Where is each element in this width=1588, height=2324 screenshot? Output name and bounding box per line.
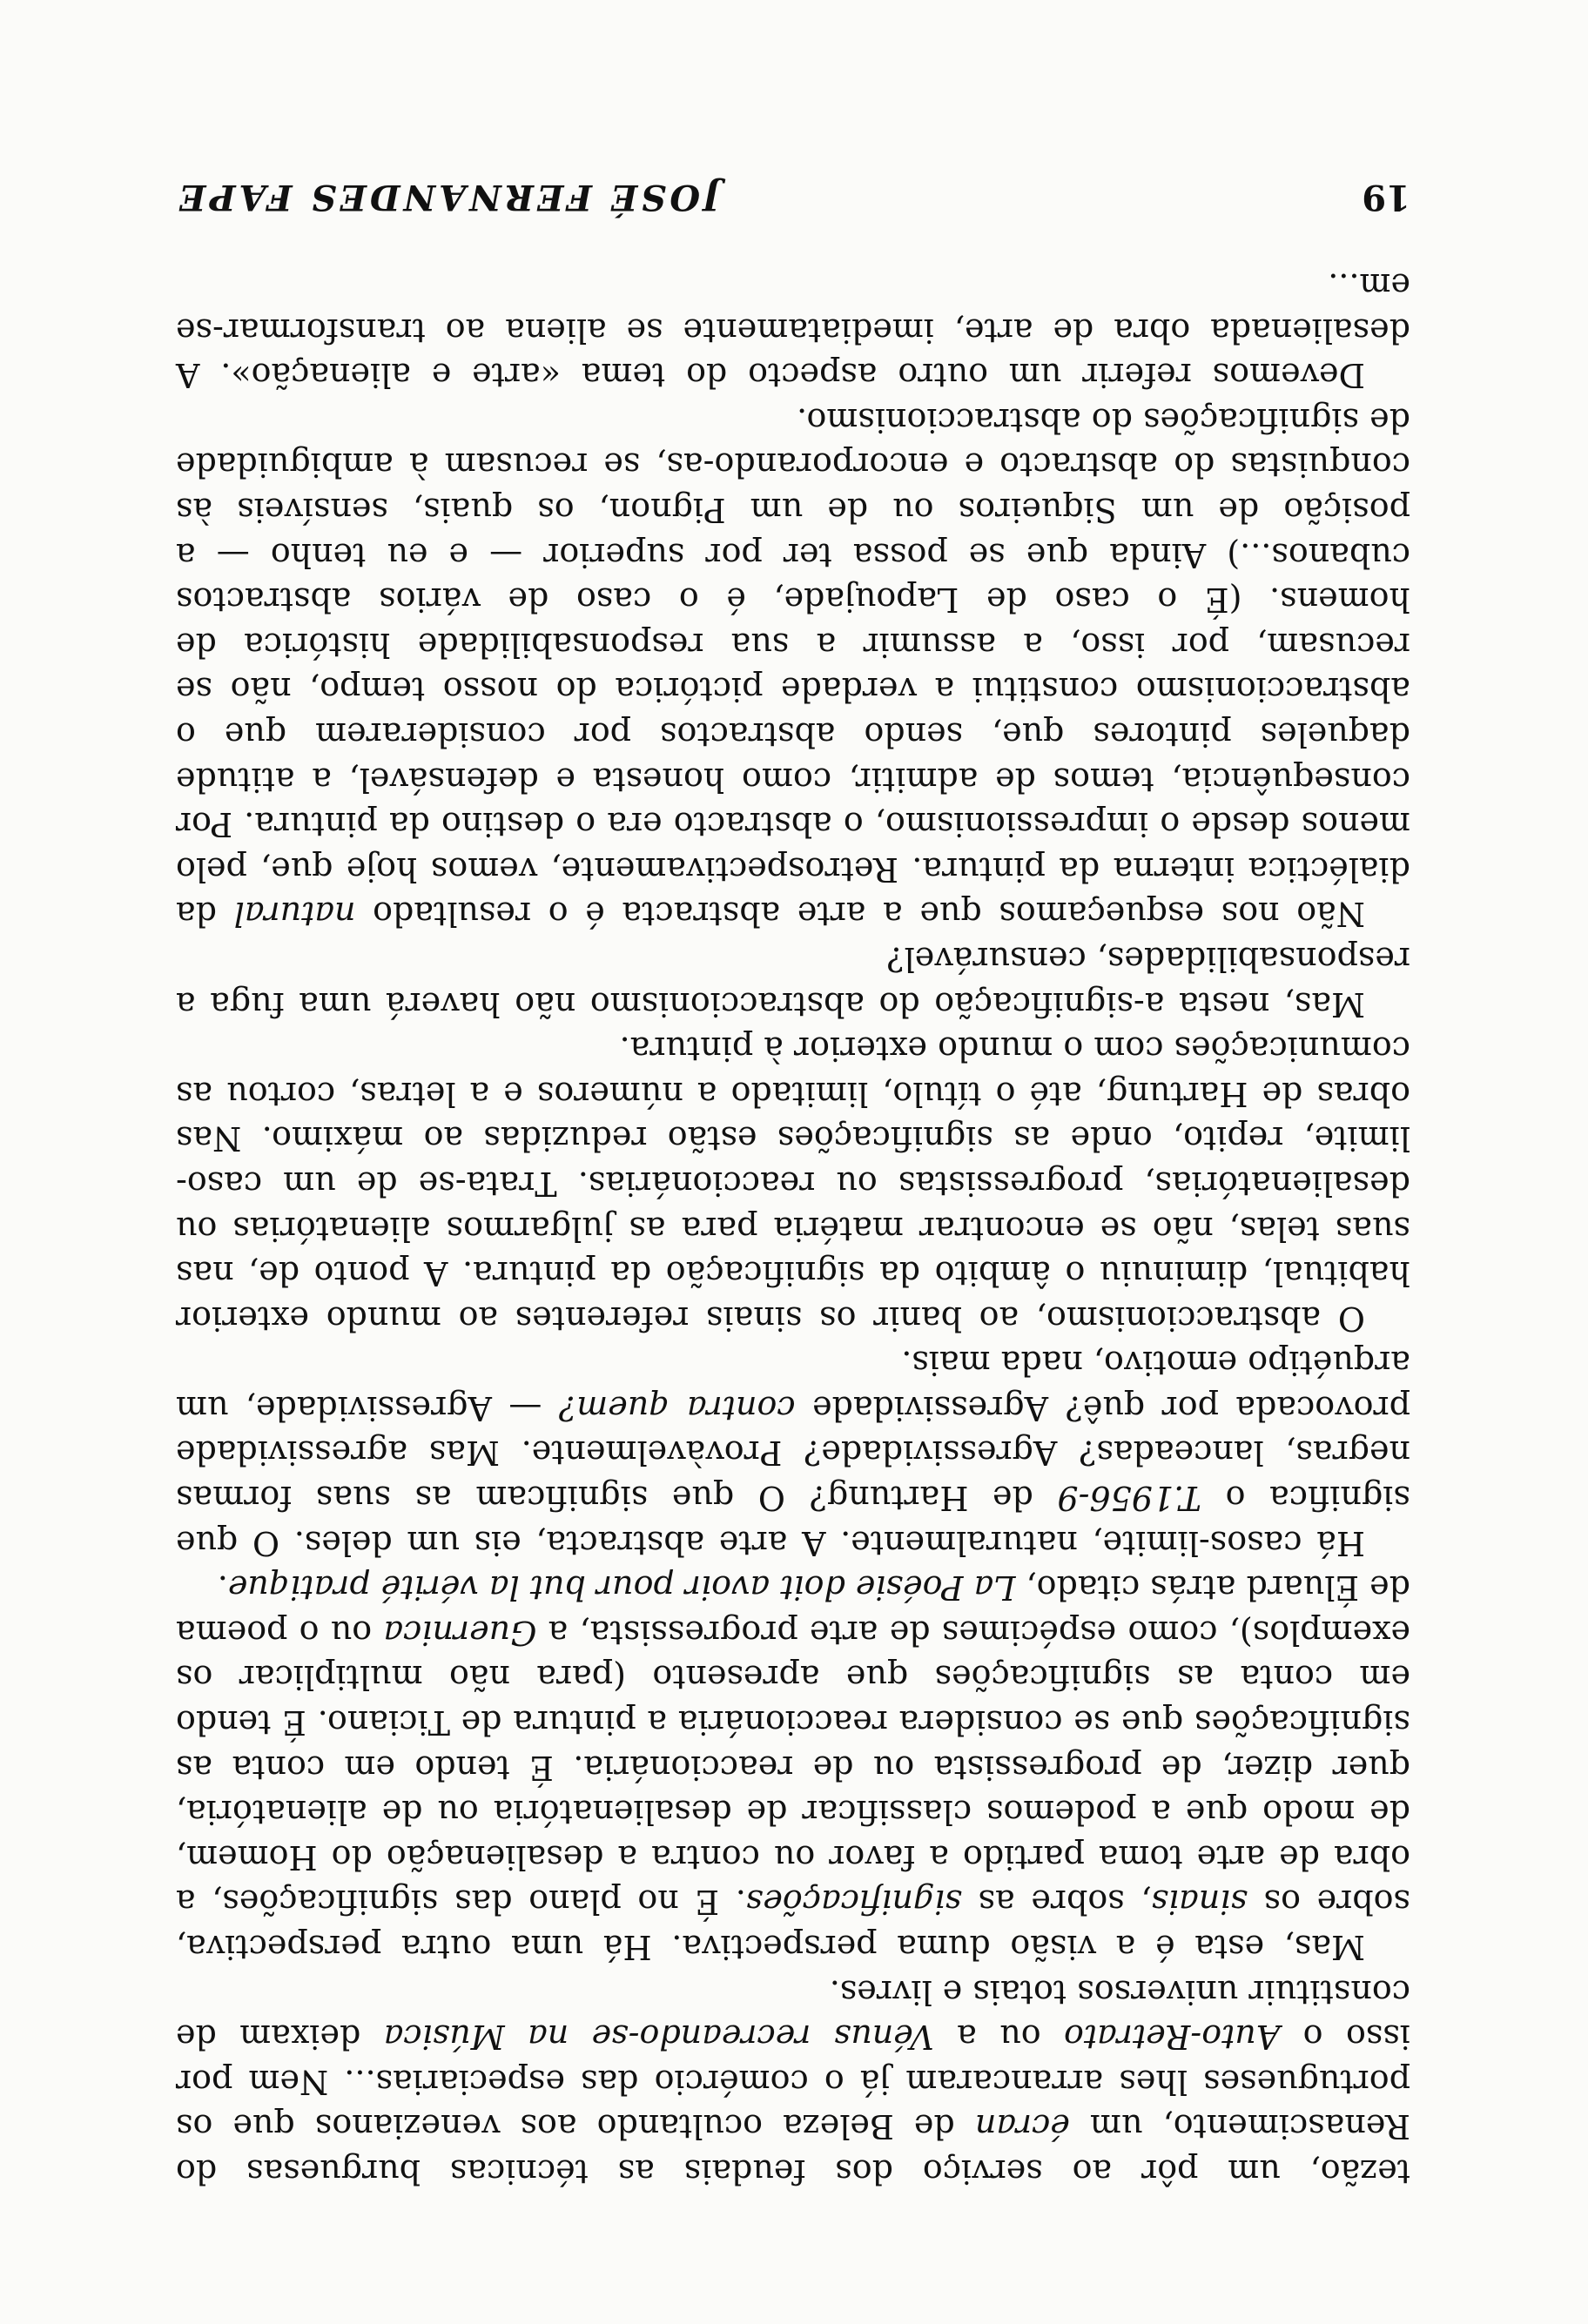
text-run: da dialéctica interna da pintura. Retrospectivamente, vemos hoje que, pelo menos desde o impressionismo, o abstracto era o destino da pintura. Por consequência, temos de admitir, como honesta e defensável, a atitude daqueles pintores que, sendo abstractos por considerarem que o abstraccionismo constitui a verdade pictórica do nosso tempo, não se recusam, por isso, a assumir a sua responsabilidade histórica de homens. (É o caso de Lapoujade, é o caso de vários abstractos cubanos...) Ainda que se possa ter por superior — e eu tenho — a posição de um Siqueiros ou de um Pignon, os quais, sensíveis às conquistas do abstracto e encorporando-as, se recusam à ambiguidade de significações do abstraccionismo. [176,400,1410,934]
paragraph [176,1969,1410,2193]
text-run: Não nos esqueçamos que a arte abstracta é o resultado [355,895,1365,934]
text-run: de Beleza ocultando aos venezianos que os portugueses lhes arrancaram já o comércio das especiarias... Nem por isso o [176,2018,1410,2146]
text-run: Mas, esta é a visão duma perspectiva. Há uma outra perspectiva, sobre os [176,1883,1410,1967]
text-run: Devemos referir um outro aspecto do tema «arte e alienação». A desalienada obra de arte, imediatamente se aliena ao transformar-se em... [176,266,1410,395]
running-head: JOSÉ FERNANDES FAPE [176,177,721,218]
page-number: 19 [1362,177,1410,218]
paragraph [176,936,1410,1025]
italic-run: Auto-Retrato [1064,2018,1281,2057]
italic-run: Guernica [383,1613,537,1652]
text-run: ou o poema de Éluard atrás citado, [176,1568,1410,1652]
italic-run: écran [974,2107,1070,2146]
text-run: Mas, nesta a-significação do abstraccionismo não haverá uma fuga a responsabilidades, censurável? [176,939,1410,1024]
body-text [176,262,1410,2193]
italic-run: contra quem? [558,1388,796,1427]
italic-run: T.1956-9 [1057,1479,1202,1518]
text-run: . [217,1568,228,1608]
italic-run: Vénus recreando-se na Música [383,2018,934,2057]
italic-run: La Poésie doit avoir pour but la vérité pratique [227,1568,1016,1608]
text-run: tezão, um pôr ao serviço dos feudais as técnicas burguesas do Renascimento, um [176,2107,1410,2191]
text-run: . É no plano das significações, a obra de arte toma partido a favor ou contra a desalienação do Homem, de modo que a podemos classificar de desalienatória ou de alienatória, quer dizer, de progressista ou de reaccionária. É tendo em conta as significações que se considera reaccionária a pintura de Ticiano. É tendo em conta as significações que apresento (para não multiplicar os exemplos), como espécimes de arte progressista, a [176,1613,1410,1922]
text-run: — Agressividade, um arquétipo emotivo, nada mais. [176,1344,1410,1427]
italic-run: sinais [1151,1883,1248,1922]
text-run: ou a [933,2018,1064,2057]
paragraph [176,397,1410,936]
italic-run: significações [745,1883,962,1922]
text-run: deixam de constituir universos totais e livres. [176,1972,1410,2057]
italic-run: natural [233,895,356,934]
text-run: O abstraccionismo, ao banir os sinais referentes ao mundo exterior habitual, diminuiu o âmbito da significação da pintura. A ponto de, nas suas telas, não se encontrar matéria para as julgarmos alienatórias ou desalienatórias, progressistas ou reaccionárias. Trata-se de um caso-limite, repito, onde as significações estão reduzidas ao máximo. Nas obras de Hartung, até o título, limitado a números e a letras, cortou as comunicações com o mundo exterior à pintura. [176,1030,1410,1338]
paragraph [176,1565,1410,1969]
paragraph [176,262,1410,397]
text-run: Há casos-limite, naturalmente. A arte abstracta, eis um deles. O que significa o [176,1479,1410,1562]
text-run: de Hartung? O que significam as suas formas negras, lanceadas? Agressividade? Provàvelmente. Mas agressividade provocada por quê? Agressividade [176,1388,1410,1518]
paragraph [176,1340,1410,1565]
page-header [176,171,1410,223]
paragraph [176,1026,1410,1340]
text-run: , sobre as [961,1883,1152,1922]
